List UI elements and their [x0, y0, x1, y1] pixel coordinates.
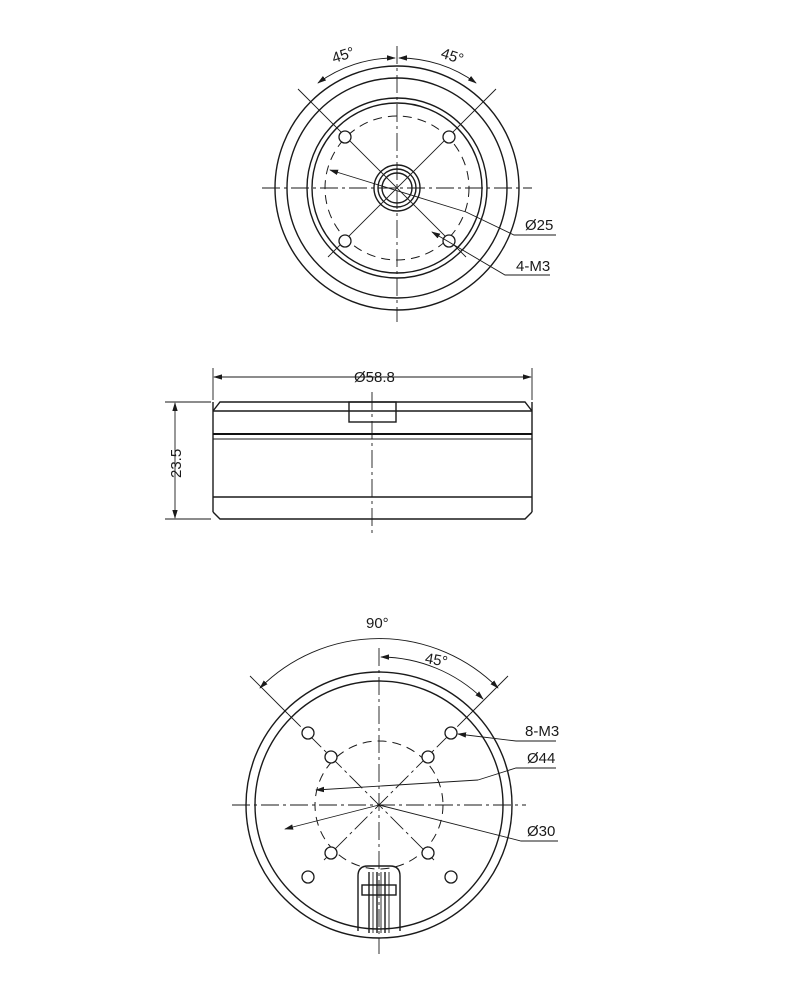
side-width-label: Ø58.8 — [354, 369, 395, 386]
bottom-angle-top-label: 90° — [366, 615, 389, 632]
bottom-angle-right-label: 45° — [423, 650, 449, 671]
side-height-label: 23.5 — [168, 448, 185, 478]
bottom-hole-6 — [302, 871, 314, 883]
top-holes-label: 4-M3 — [516, 258, 551, 275]
top-view — [262, 44, 556, 322]
top-diagonal-left — [298, 89, 466, 257]
top-hole-2 — [443, 131, 455, 143]
bottom-hole-3 — [445, 727, 457, 739]
side-top-band — [213, 402, 532, 411]
top-angle-right-label: 45° — [438, 44, 466, 69]
side-bottom-chamfer — [213, 512, 532, 519]
top-hole-3 — [339, 235, 351, 247]
top-angle-left-label: 45° — [329, 43, 357, 68]
side-view — [165, 368, 532, 533]
bottom-hole-5 — [325, 847, 337, 859]
bottom-dia-outer-label: Ø44 — [527, 750, 556, 767]
bottom-dia-inner-label: Ø30 — [527, 823, 556, 840]
bottom-angle-ext-right — [470, 676, 508, 714]
top-diagonal-right — [328, 89, 496, 257]
side-hub-notch — [349, 402, 396, 422]
top-hole-4 — [443, 235, 455, 247]
bottom-hole-8 — [445, 871, 457, 883]
bottom-dia44-leader — [316, 780, 478, 790]
bottom-dia30-leader — [285, 805, 379, 829]
bottom-hole-7 — [422, 847, 434, 859]
bottom-dia44-leader-tail — [478, 768, 556, 780]
bottom-hole-2 — [325, 751, 337, 763]
bottom-view — [232, 615, 559, 954]
bottom-hole-1 — [302, 727, 314, 739]
top-dia-leader — [330, 170, 466, 212]
bottom-holes-label: 8-M3 — [525, 723, 560, 740]
top-dia-label: Ø25 — [525, 217, 554, 234]
top-hole-1 — [339, 131, 351, 143]
bottom-hole-4 — [422, 751, 434, 763]
bottom-angle-ext-left — [250, 676, 288, 714]
